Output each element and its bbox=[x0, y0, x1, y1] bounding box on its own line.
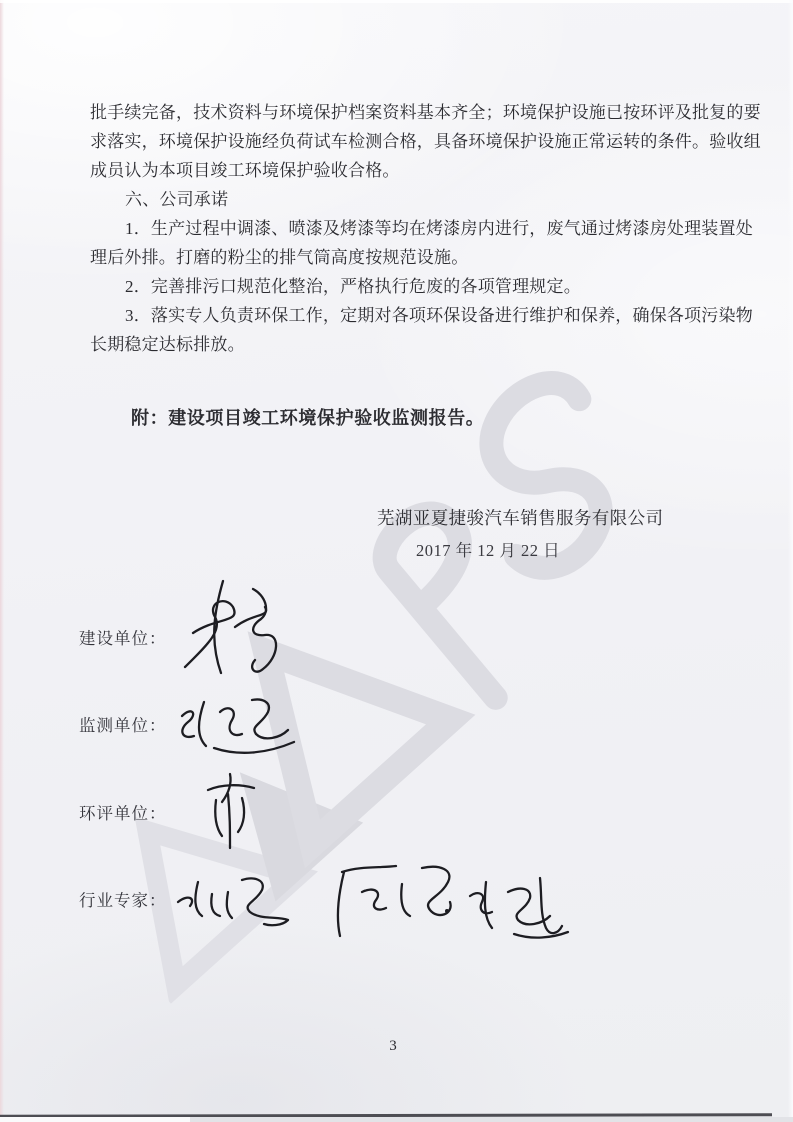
handwritten-signature-eia bbox=[196, 768, 266, 850]
body-line: 成员认为本项目竣工环境保护验收合格。 bbox=[90, 161, 400, 180]
commitment-line: 理后外排。打磨的粉尘的排气筒高度按规范设施。 bbox=[90, 248, 469, 267]
commitment-line: 2．完善排污口规范化整治，严格执行危废的各项管理规定。 bbox=[125, 277, 581, 296]
section-heading: 六、公司承诺 bbox=[125, 190, 229, 209]
scan-edge-right bbox=[788, 0, 793, 1122]
scan-edge-left bbox=[0, 0, 4, 1122]
signature-label-monitoring-unit: 监测单位： bbox=[79, 716, 167, 735]
handwritten-signature-expert-2 bbox=[328, 858, 458, 940]
attachment-note: 附：建设项目竣工环境保护验收监测报告。 bbox=[131, 408, 485, 428]
commitment-line: 3．落实专人负责环保工作，定期对各项环保设备进行维护和保养，确保各项污染物 bbox=[125, 306, 753, 325]
ink-dot bbox=[445, 909, 449, 913]
scan-edge-top bbox=[0, 0, 793, 3]
sign-date: 2017 年 12 月 22 日 bbox=[416, 541, 561, 560]
handwritten-signature-monitoring bbox=[168, 690, 303, 760]
document-body bbox=[90, 98, 761, 359]
wps-watermark-text bbox=[12, 826, 13, 827]
page-number: 3 bbox=[389, 1038, 397, 1054]
signature-label-construction-unit: 建设单位： bbox=[79, 629, 167, 648]
company-name: 芜湖亚夏捷骏汽车销售服务有限公司 bbox=[377, 508, 664, 528]
body-line: 求落实，环境保护设施经负荷试车检测合格，具备环境保护设施正常运转的条件。验收组 bbox=[90, 132, 761, 151]
handwritten-signature-expert-1 bbox=[170, 868, 295, 928]
handwritten-signature-construction bbox=[165, 573, 300, 681]
scan-edge-bottom-corner bbox=[0, 1117, 190, 1122]
signature-label-eia-unit: 环评单位： bbox=[79, 804, 167, 823]
commitment-line: 1．生产过程中调漆、喷漆及烤漆等均在烤漆房内进行，废气通过烤漆房处理装置处 bbox=[125, 219, 753, 238]
handwritten-signature-expert-3 bbox=[458, 870, 578, 945]
signature-label-industry-experts: 行业专家： bbox=[79, 891, 167, 910]
body-line: 批手续完备，技术资料与环境保护档案资料基本齐全；环境保护设施已按环评及批复的要 bbox=[90, 103, 761, 122]
commitment-line: 长期稳定达标排放。 bbox=[90, 335, 245, 354]
